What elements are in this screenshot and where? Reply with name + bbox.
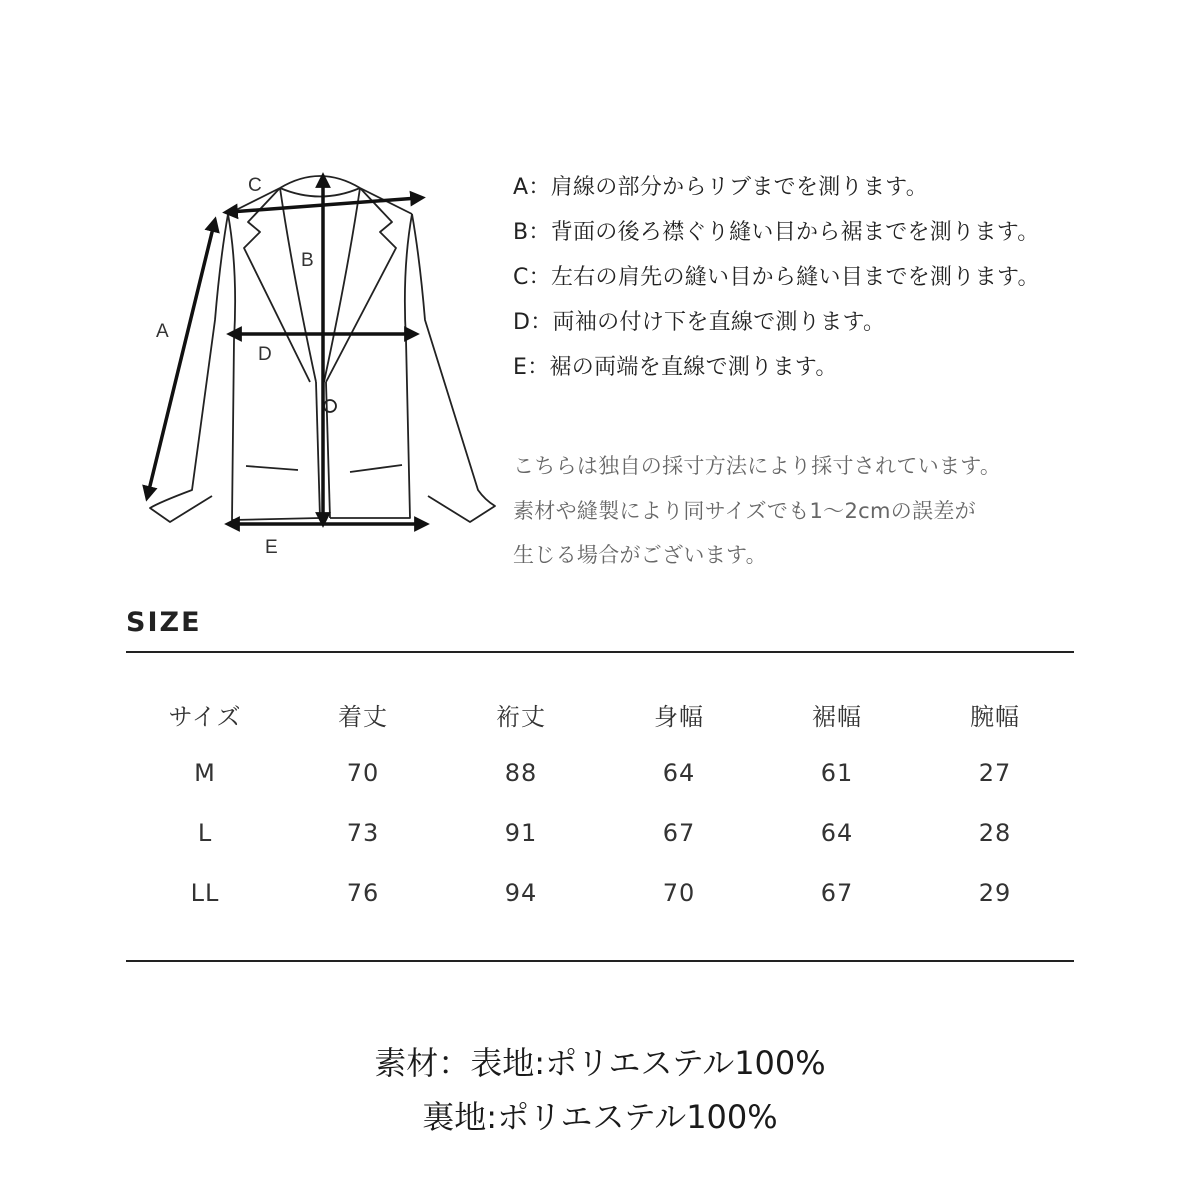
measurement-notes <box>513 165 1173 390</box>
material-lining: 裏地:ポリエステル100% <box>422 1098 778 1136</box>
disclaimer-line: こちらは独自の採寸方法により採寸されています。 <box>513 454 1002 478</box>
size-heading: SIZE <box>126 607 202 638</box>
note-b: B：背面の後ろ襟ぐり縫い目から裾までを測ります。 <box>513 220 1040 245</box>
table-top-divider <box>126 651 1074 653</box>
label-d: D <box>258 344 272 365</box>
table-bottom-divider <box>126 960 1074 962</box>
table-row <box>126 863 1074 923</box>
cell-body-width: 64 <box>662 759 696 787</box>
label-a: A <box>156 321 169 342</box>
cell-sleeve-length: 88 <box>504 759 538 787</box>
label-b: B <box>301 250 314 271</box>
header-hem-width: 裾幅 <box>812 702 862 731</box>
measurement-disclaimer <box>513 444 1173 578</box>
cell-hem-width: 64 <box>820 819 854 847</box>
header-size: サイズ <box>168 702 242 731</box>
header-body-width: 身幅 <box>654 702 704 731</box>
cell-arm-width: 27 <box>978 759 1012 787</box>
material-info <box>0 1036 1200 1144</box>
jacket-measurement-diagram <box>120 150 520 580</box>
disclaimer-line: 素材や縫製により同サイズでも1～2cmの誤差が <box>513 498 976 523</box>
note-a: A：肩線の部分からリブまでを測ります。 <box>513 175 928 200</box>
cell-length: 70 <box>346 759 380 787</box>
table-header-row <box>126 685 1074 743</box>
cell-body-width: 67 <box>662 819 696 847</box>
cell-hem-width: 61 <box>820 759 854 787</box>
cell-sleeve-length: 94 <box>504 879 538 907</box>
cell-size: M <box>194 759 216 787</box>
cell-hem-width: 67 <box>820 879 854 907</box>
table-row <box>126 803 1074 863</box>
header-length: 着丈 <box>338 702 388 731</box>
header-sleeve-length: 裄丈 <box>496 702 546 731</box>
cell-size: L <box>197 819 213 847</box>
disclaimer-line: 生じる場合がございます。 <box>513 543 767 567</box>
cell-body-width: 70 <box>662 879 696 907</box>
label-c: C <box>248 175 262 196</box>
material-outer: 素材：表地:ポリエステル100% <box>374 1044 826 1082</box>
arrow-a <box>148 224 214 494</box>
note-e: E：裾の両端を直線で測ります。 <box>513 355 838 380</box>
note-c: C：左右の肩先の縫い目から縫い目までを測ります。 <box>513 265 1040 290</box>
cell-length: 73 <box>346 819 380 847</box>
label-e: E <box>265 537 278 558</box>
size-table <box>126 685 1074 923</box>
cell-sleeve-length: 91 <box>504 819 538 847</box>
cell-arm-width: 28 <box>978 819 1012 847</box>
cell-size: LL <box>190 879 220 907</box>
table-row <box>126 743 1074 803</box>
cell-arm-width: 29 <box>978 879 1012 907</box>
header-arm-width: 腕幅 <box>970 702 1020 731</box>
note-d: D：両袖の付け下を直線で測ります。 <box>513 310 886 335</box>
cell-length: 76 <box>346 879 380 907</box>
